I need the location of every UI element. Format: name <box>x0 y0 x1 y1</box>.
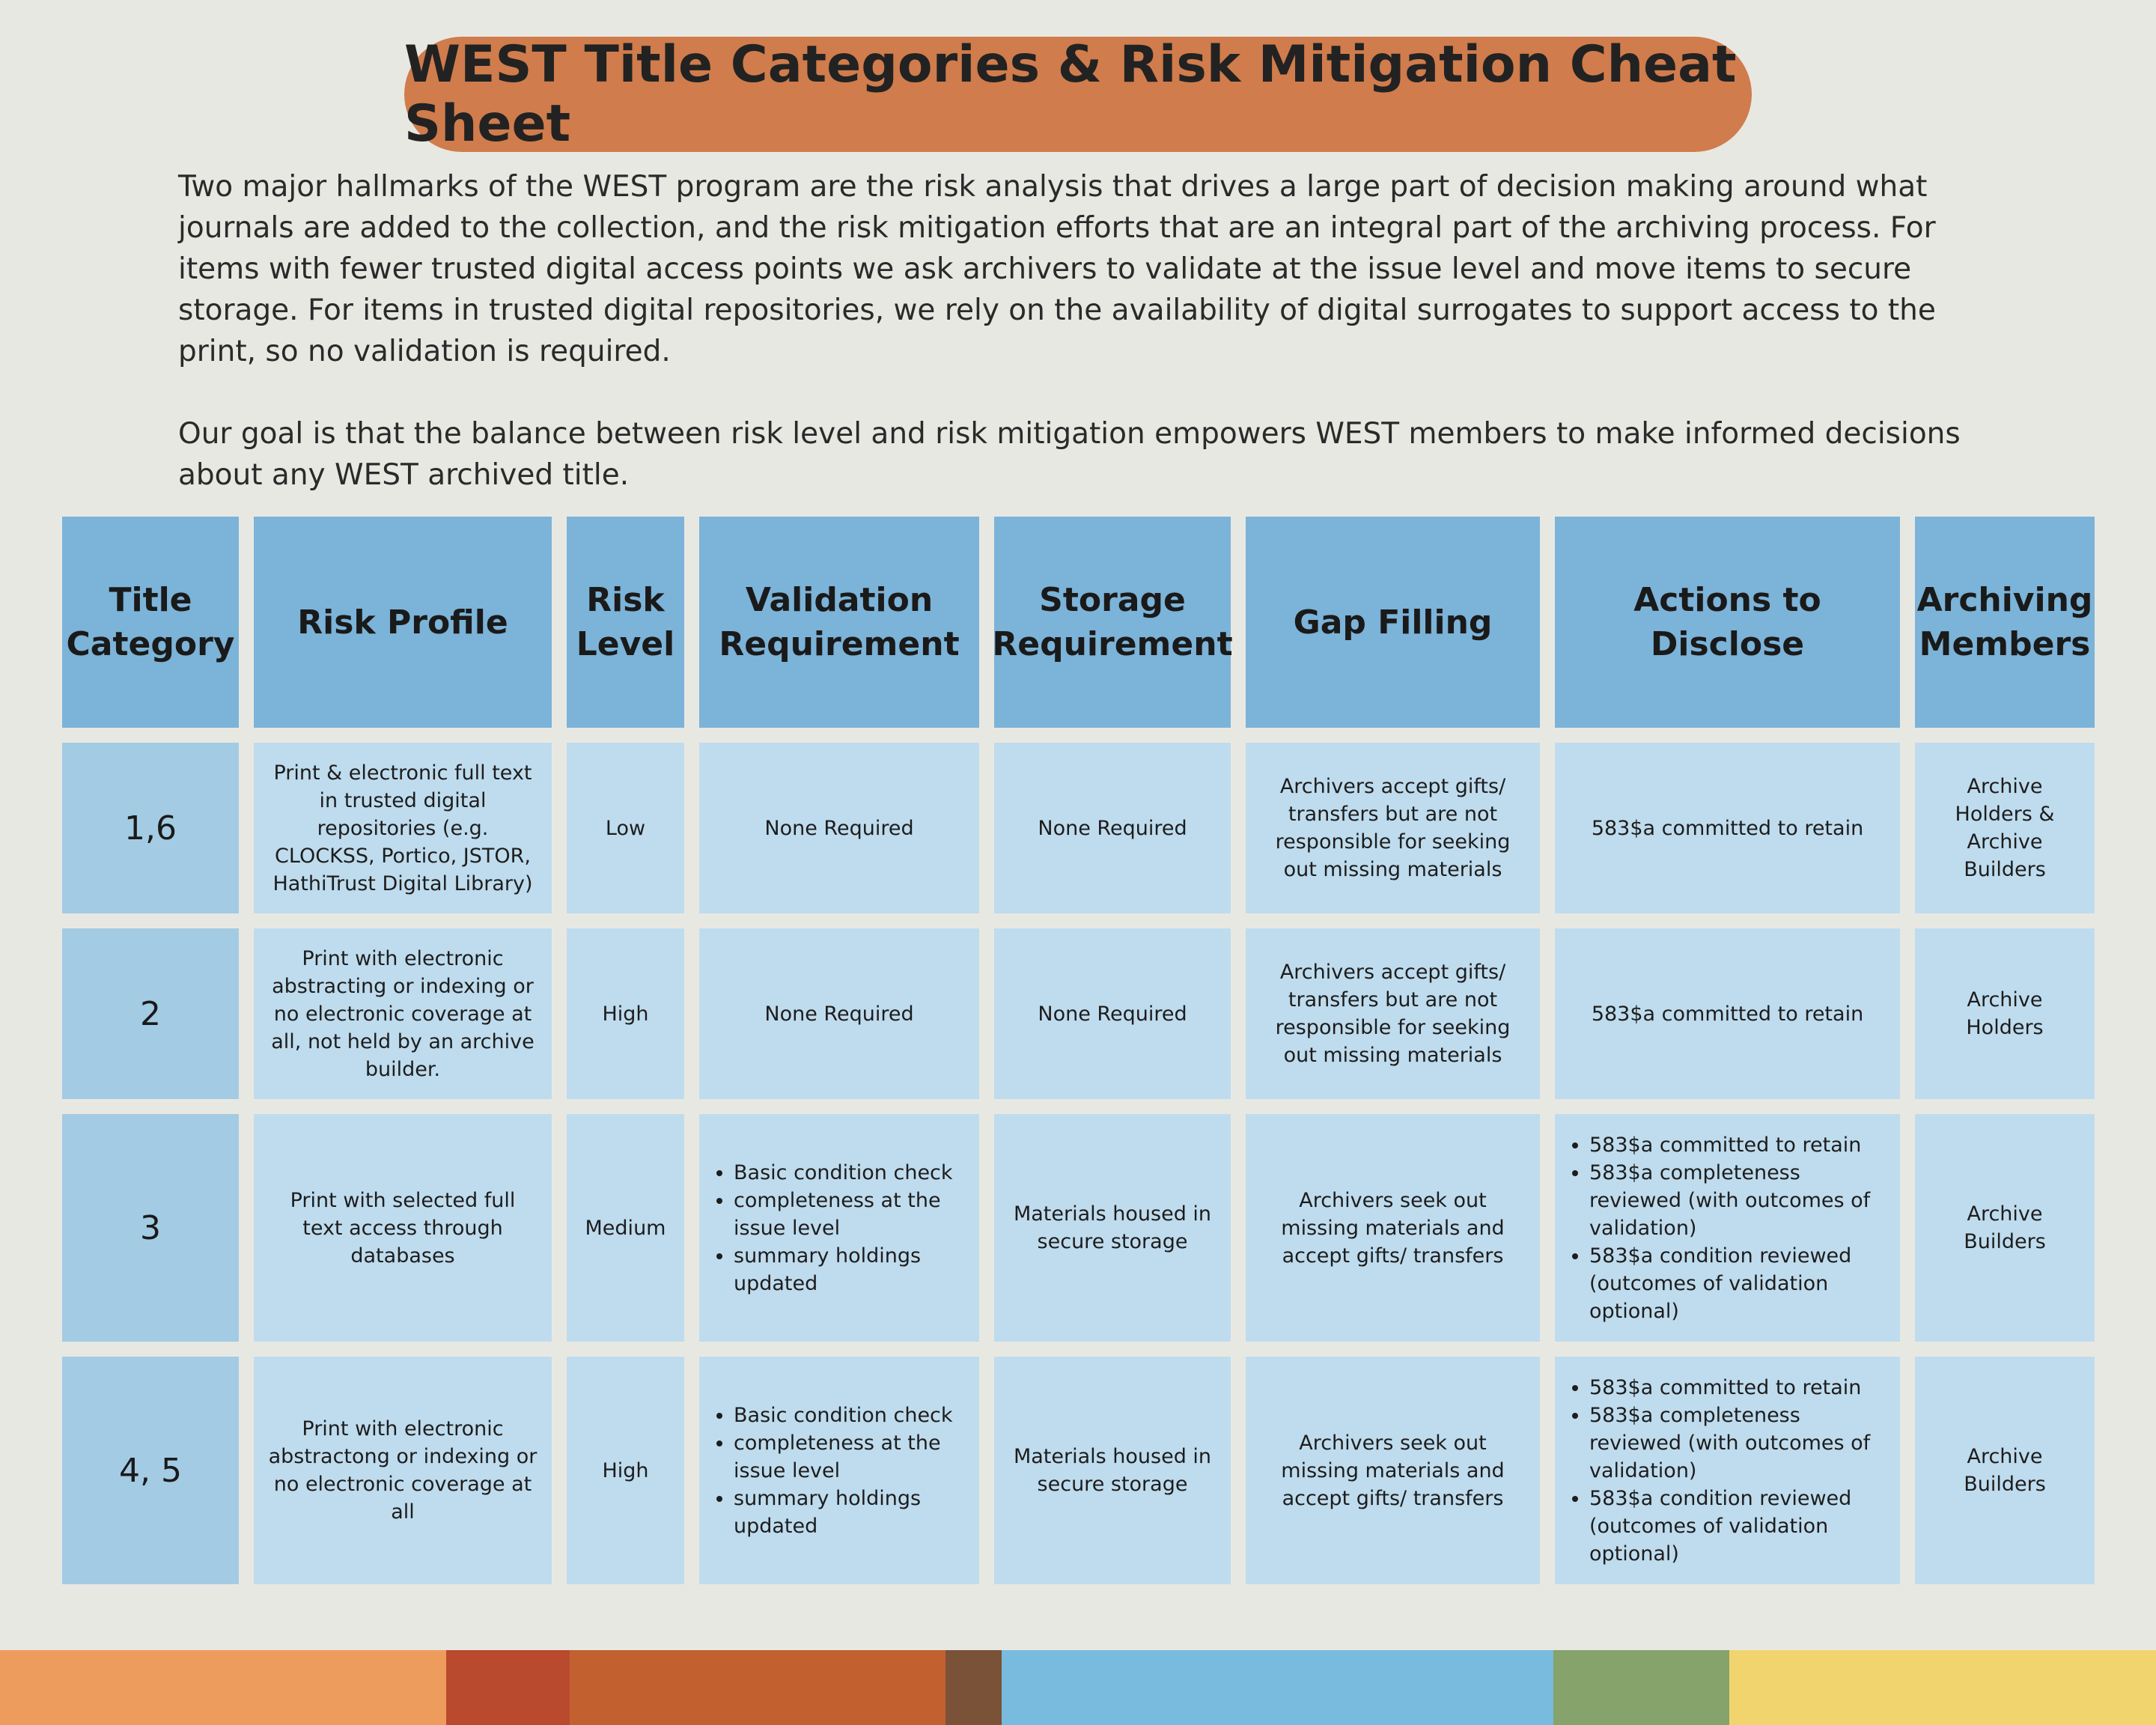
row-2-storage: None Required <box>994 928 1231 1099</box>
header-gap-filling: Gap Filling <box>1246 517 1540 728</box>
header-storage-requirement: Storage Requirement <box>994 517 1231 728</box>
header-archiving-members: Archiving Members <box>1915 517 2095 728</box>
validation-list <box>713 1159 966 1297</box>
row-4-actions <box>1555 1357 1900 1584</box>
row-2-risk-level: High <box>567 928 684 1099</box>
row-3-gap-filling: Archivers seek out missing materials and accept gifts/ transfers <box>1246 1114 1540 1342</box>
row-3-validation <box>699 1114 979 1342</box>
row-2-members: Archive Holders <box>1915 928 2095 1099</box>
risk-table <box>62 517 2095 1584</box>
list-item: • summary holdings updated <box>734 1242 966 1297</box>
header-risk-level: Risk Level <box>567 517 684 728</box>
row-3-members: Archive Builders <box>1915 1114 2095 1342</box>
row-4-risk-level: High <box>567 1357 684 1584</box>
row-1-validation: None Required <box>699 743 979 913</box>
color-band <box>446 1650 570 1725</box>
row-4-category: 4, 5 <box>62 1357 239 1584</box>
row-1-members: Archive Holders & Archive Builders <box>1915 743 2095 913</box>
row-1-risk-level: Low <box>567 743 684 913</box>
validation-list <box>713 1402 966 1540</box>
list-item: • completeness at the issue level <box>734 1429 966 1485</box>
color-band <box>945 1650 1002 1725</box>
intro-text <box>178 166 2005 496</box>
row-1-risk-profile: Print & electronic full text in trusted digital repositories (e.g. CLOCKSS, Portico, JSTOR, HathiTrust Digital Library) <box>254 743 552 913</box>
row-1-actions: 583$a committed to retain <box>1555 743 1900 913</box>
row-3-risk-profile: Print with selected full text access through databases <box>254 1114 552 1342</box>
row-2-validation: None Required <box>699 928 979 1099</box>
list-item: • summary holdings updated <box>734 1485 966 1540</box>
row-4-storage: Materials housed in secure storage <box>994 1357 1231 1584</box>
header-validation-requirement: Validation Requirement <box>699 517 979 728</box>
row-3-actions <box>1555 1114 1900 1342</box>
row-2-actions: 583$a committed to retain <box>1555 928 1900 1099</box>
list-item: • Basic condition check <box>734 1159 966 1187</box>
list-item: • 583$a completeness reviewed (with outcomes of validation) <box>1589 1402 1886 1485</box>
row-1-storage: None Required <box>994 743 1231 913</box>
page-title: WEST Title Categories & Risk Mitigation Cheat Sheet <box>404 37 1752 152</box>
color-band <box>1002 1650 1553 1725</box>
row-1-category: 1,6 <box>62 743 239 913</box>
actions-list <box>1568 1374 1886 1568</box>
row-4-gap-filling: Archivers seek out missing materials and accept gifts/ transfers <box>1246 1357 1540 1584</box>
row-3-risk-level: Medium <box>567 1114 684 1342</box>
row-2-category: 2 <box>62 928 239 1099</box>
header-risk-profile: Risk Profile <box>254 517 552 728</box>
color-bands-footer <box>0 1650 2156 1725</box>
list-item: • 583$a completeness reviewed (with outcomes of validation) <box>1589 1159 1886 1242</box>
row-2-gap-filling: Archivers accept gifts/ transfers but are not responsible for seeking out missing materials <box>1246 928 1540 1099</box>
header-title-category: Title Category <box>62 517 239 728</box>
row-4-validation <box>699 1357 979 1584</box>
color-band <box>570 1650 945 1725</box>
list-item: • completeness at the issue level <box>734 1187 966 1242</box>
list-item: • 583$a condition reviewed (outcomes of validation optional) <box>1589 1485 1886 1568</box>
row-1-gap-filling: Archivers accept gifts/ transfers but are not responsible for seeking out missing materials <box>1246 743 1540 913</box>
color-band <box>1553 1650 1729 1725</box>
intro-paragraph-2: Our goal is that the balance between risk level and risk mitigation empowers WEST members to make informed decisions about any WEST archived title. <box>178 417 1961 492</box>
row-3-storage: Materials housed in secure storage <box>994 1114 1231 1342</box>
list-item: • 583$a committed to retain <box>1589 1131 1886 1159</box>
row-3-category: 3 <box>62 1114 239 1342</box>
color-band <box>1729 1650 2156 1725</box>
row-4-members: Archive Builders <box>1915 1357 2095 1584</box>
list-item: • 583$a condition reviewed (outcomes of validation optional) <box>1589 1242 1886 1325</box>
actions-list <box>1568 1131 1886 1325</box>
header-actions-to-disclose: Actions to Disclose <box>1555 517 1900 728</box>
list-item: • 583$a committed to retain <box>1589 1374 1886 1402</box>
row-2-risk-profile: Print with electronic abstracting or indexing or no electronic coverage at all, not held by an archive builder. <box>254 928 552 1099</box>
color-band <box>0 1650 446 1725</box>
row-4-risk-profile: Print with electronic abstractong or indexing or no electronic coverage at all <box>254 1357 552 1584</box>
list-item: • Basic condition check <box>734 1402 966 1429</box>
intro-paragraph-1: Two major hallmarks of the WEST program are the risk analysis that drives a large part of decision making around what journals are added to the collection, and the risk mitigation efforts that are an integral part of the archiving process. For items with fewer trusted digital access points we ask archivers to validate at the issue level and move items to secure storage. For items in trusted digital repositories, we rely on the availability of digital surrogates to support access to the print, so no validation is required. <box>178 170 1936 368</box>
